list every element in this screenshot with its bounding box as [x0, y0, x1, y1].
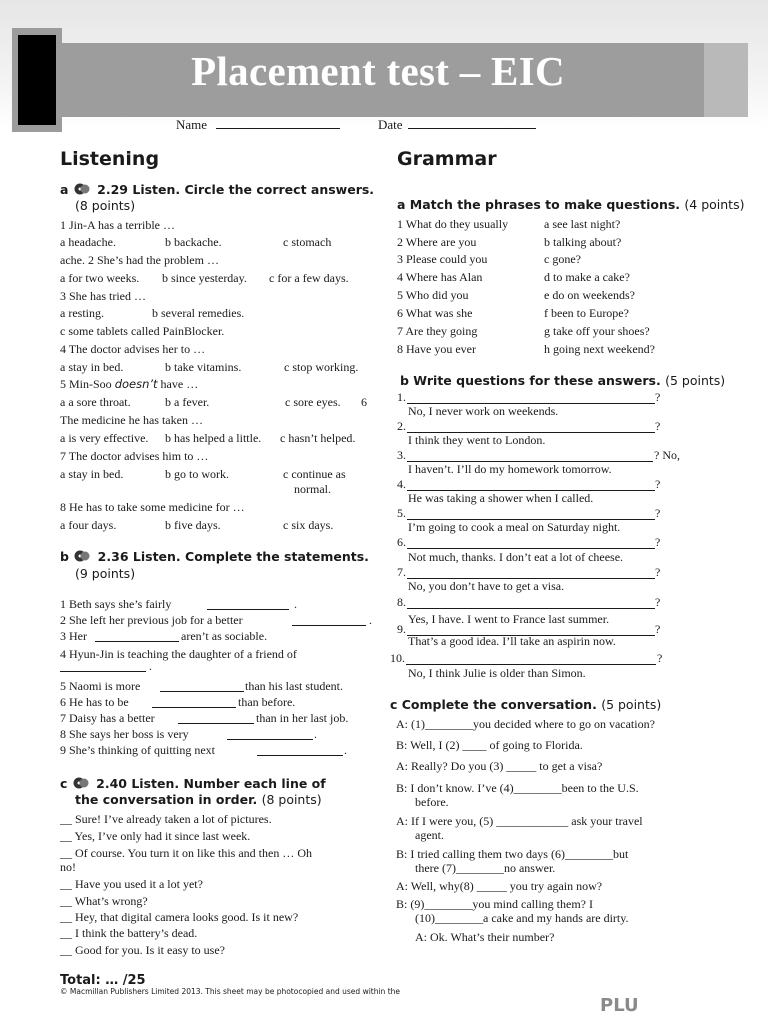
- match-right: h going next weekend?: [544, 342, 655, 356]
- listening-c-heading: c 2.40 Listen. Number each line of: [60, 776, 326, 791]
- question-number: 6: [361, 395, 367, 409]
- corner-marker-bar: [18, 35, 56, 125]
- match-right: b talking about?: [544, 235, 622, 249]
- question-text: 7 The doctor advises him to …: [60, 449, 209, 463]
- answer-text: Not much, thanks. I don’t eat a lot of cheese.: [408, 550, 624, 564]
- answer-text: He was taking a shower when I called.: [408, 491, 594, 505]
- match-right: f been to Europe?: [544, 306, 629, 320]
- statement: 6 He has to be: [60, 695, 129, 709]
- grammar-c-heading: c Complete the conversation. (5 points): [390, 697, 662, 712]
- conversation-line: A: Really? Do you (3) _____ to get a visa?: [396, 759, 603, 773]
- listening-title: Listening: [60, 148, 160, 170]
- statement: 1 Beth says she’s fairly: [60, 597, 172, 611]
- conversation-line: A: (1)________you decided where to go on vacation?: [396, 717, 655, 731]
- answer-blank[interactable]: [95, 641, 179, 642]
- conversation-line[interactable]: __ Sure! I’ve already taken a lot of pictures.: [60, 812, 272, 826]
- answer-text: I’m going to cook a meal on Saturday night.: [408, 520, 621, 534]
- option[interactable]: b take vitamins.: [165, 360, 242, 374]
- copyright-notice: © Macmillan Publishers Limited 2013. This sheet may be photocopied and used within the: [60, 987, 401, 996]
- question-text: ache. 2 She’s had the problem …: [60, 253, 219, 267]
- match-left: 1 What do they usually: [397, 217, 509, 231]
- conversation-line[interactable]: __ Have you used it a lot yet?: [60, 877, 203, 891]
- question-text: The medicine he has taken …: [60, 413, 203, 427]
- match-left: 5 Who did you: [397, 288, 469, 302]
- answer-blank[interactable]: [257, 755, 343, 756]
- match-right: a see last night?: [544, 217, 621, 231]
- grammar-b-heading: b Write questions for these answers. (5 points): [400, 373, 726, 388]
- conversation-line: B: (9)________you mind calling them? I: [396, 897, 593, 911]
- match-right: g take off your shoes?: [544, 324, 650, 338]
- question-blank[interactable]: [407, 548, 655, 549]
- audio-cd-icon: [74, 183, 90, 195]
- option-continuation: normal.: [294, 482, 331, 496]
- exercise-letter: a: [60, 182, 69, 197]
- option[interactable]: c sore eyes.: [285, 395, 341, 409]
- statement: 4 Hyun-Jin is teaching the daughter of a friend of: [60, 647, 297, 661]
- title-banner-end: [704, 43, 748, 117]
- answer-text: No, you don’t have to get a visa.: [408, 579, 565, 593]
- conversation-line: A: Well, why(8) _____ you try again now?: [396, 879, 603, 893]
- answer-blank[interactable]: [152, 707, 236, 708]
- conversation-line[interactable]: __ I think the battery’s dead.: [60, 926, 198, 940]
- answer-text: No, I never work on weekends.: [408, 404, 559, 418]
- question-blank[interactable]: [407, 608, 655, 609]
- answer-text: Yes, I have. I went to France last summer.: [408, 612, 610, 626]
- date-label: Date: [378, 117, 403, 132]
- answer-blank[interactable]: [160, 691, 244, 692]
- conversation-line-cont: there (7)________no answer.: [415, 861, 556, 875]
- option[interactable]: b since yesterday.: [162, 271, 247, 285]
- option[interactable]: a resting.: [60, 306, 104, 320]
- question-text: 4 The doctor advises her to …: [60, 342, 206, 356]
- answer-blank[interactable]: [227, 739, 313, 740]
- option[interactable]: c hasn’t helped.: [280, 431, 356, 445]
- conversation-line[interactable]: __ Hey, that digital camera looks good. Is it new?: [60, 910, 299, 924]
- conversation-line-cont: no!: [60, 860, 76, 874]
- option[interactable]: a a sore throat.: [60, 395, 131, 409]
- match-left: 4 Where has Alan: [397, 270, 483, 284]
- statement: 7 Daisy has a better: [60, 711, 155, 725]
- conversation-line-cont: agent.: [415, 828, 444, 842]
- answer-text: That’s a good idea. I’ll take an aspirin now.: [408, 634, 616, 648]
- match-left: 7 Are they going: [397, 324, 478, 338]
- match-left: 8 Have you ever: [397, 342, 476, 356]
- instruction-text: Listen. Circle the correct answers.: [132, 182, 375, 197]
- statement: than before.: [238, 695, 296, 709]
- conversation-line: B: I tried calling them two days (6)________but: [396, 847, 629, 861]
- statement: aren’t as sociable.: [181, 629, 268, 643]
- option[interactable]: b has helped a little.: [165, 431, 262, 445]
- statement: than his last student.: [245, 679, 343, 693]
- conversation-line[interactable]: __ Of course. You turn it on like this and then … Oh: [60, 846, 312, 860]
- match-right: e do on weekends?: [544, 288, 635, 302]
- listening-c-heading-2: the conversation in order. (8 points): [75, 792, 322, 807]
- statement: 2 She left her previous job for a better: [60, 613, 243, 627]
- brand-mark: PLU: [600, 995, 639, 1016]
- option[interactable]: a four days.: [60, 518, 117, 532]
- answer-blank[interactable]: [178, 723, 254, 724]
- answer-text: I think they went to London.: [408, 433, 546, 447]
- audio-cd-icon: [73, 777, 89, 789]
- option[interactable]: c for a few days.: [269, 271, 349, 285]
- match-left: 6 What was she: [397, 306, 473, 320]
- match-left: 2 Where are you: [397, 235, 477, 249]
- audio-cd-icon: [74, 550, 90, 562]
- name-blank[interactable]: [216, 128, 340, 129]
- question-text: 5 Min-Soo doesn’t have …: [60, 377, 199, 391]
- option[interactable]: a for two weeks.: [60, 271, 140, 285]
- listening-b-points: (9 points): [75, 566, 136, 581]
- track-number: 2.29: [97, 182, 128, 197]
- answer-blank[interactable]: [207, 609, 289, 610]
- option[interactable]: c six days.: [283, 518, 334, 532]
- conversation-line: A: Ok. What’s their number?: [415, 930, 555, 944]
- conversation-line[interactable]: __ Yes, I’ve only had it since last week.: [60, 829, 251, 843]
- option[interactable]: c continue as: [283, 467, 346, 481]
- option[interactable]: a is very effective.: [60, 431, 149, 445]
- date-blank[interactable]: [408, 128, 536, 129]
- conversation-line-cont: before.: [415, 795, 449, 809]
- option[interactable]: c stop working.: [284, 360, 359, 374]
- statement: 3 Her: [60, 629, 87, 643]
- conversation-line-cont: (10)________a cake and my hands are dirty.: [415, 911, 629, 925]
- option[interactable]: b backache.: [165, 235, 222, 249]
- name-label: Name: [176, 117, 208, 132]
- match-right: c gone?: [544, 252, 581, 266]
- option[interactable]: b five days.: [165, 518, 221, 532]
- option[interactable]: a stay in bed.: [60, 360, 124, 374]
- name-field[interactable]: [176, 117, 340, 133]
- answer-blank[interactable]: [60, 671, 146, 672]
- option[interactable]: c some tablets called PainBlocker.: [60, 324, 225, 338]
- conversation-line: A: If I were you, (5) ____________ ask your travel: [396, 814, 643, 828]
- grammar-title: Grammar: [397, 148, 497, 170]
- conversation-line: B: Well, I (2) ____ of going to Florida.: [396, 738, 583, 752]
- answer-text: No, I think Julie is older than Simon.: [408, 666, 586, 680]
- conversation-line[interactable]: __ What’s wrong?: [60, 894, 148, 908]
- grammar-a-heading: a Match the phrases to make questions. (4 points): [397, 197, 745, 212]
- match-left: 3 Please could you: [397, 252, 488, 266]
- match-right: d to make a cake?: [544, 270, 630, 284]
- page-title: Placement test – EIC: [191, 48, 565, 94]
- option[interactable]: c stomach: [283, 235, 332, 249]
- conversation-line: B: I don’t know. I’ve (4)________been to the U.S.: [396, 781, 639, 795]
- listening-b-heading: b 2.36 Listen. Complete the statements.: [60, 549, 369, 564]
- statement: 5 Naomi is more: [60, 679, 141, 693]
- conversation-line[interactable]: __ Good for you. Is it easy to use?: [60, 943, 225, 957]
- option[interactable]: b several remedies.: [152, 306, 245, 320]
- answer-blank[interactable]: [292, 625, 366, 626]
- statement: 8 She says her boss is very: [60, 727, 189, 741]
- option[interactable]: a headache.: [60, 235, 116, 249]
- answer-text: I haven’t. I’ll do my homework tomorrow.: [408, 462, 612, 476]
- option[interactable]: b a fever.: [165, 395, 210, 409]
- date-field[interactable]: [378, 117, 536, 133]
- question-text: 1 Jin-A has a terrible …: [60, 218, 175, 232]
- question-text: 8 He has to take some medicine for …: [60, 500, 245, 514]
- listening-a-points: (8 points): [75, 198, 136, 213]
- statement: 9 She’s thinking of quitting next: [60, 743, 215, 757]
- total-score: Total: … /25: [60, 973, 146, 988]
- listening-a-heading: [60, 182, 374, 198]
- question-blank[interactable]: [406, 664, 656, 665]
- statement: than in her last job.: [256, 711, 349, 725]
- question-text: 3 She has tried …: [60, 289, 146, 303]
- option[interactable]: b go to work.: [165, 467, 229, 481]
- option[interactable]: a stay in bed.: [60, 467, 124, 481]
